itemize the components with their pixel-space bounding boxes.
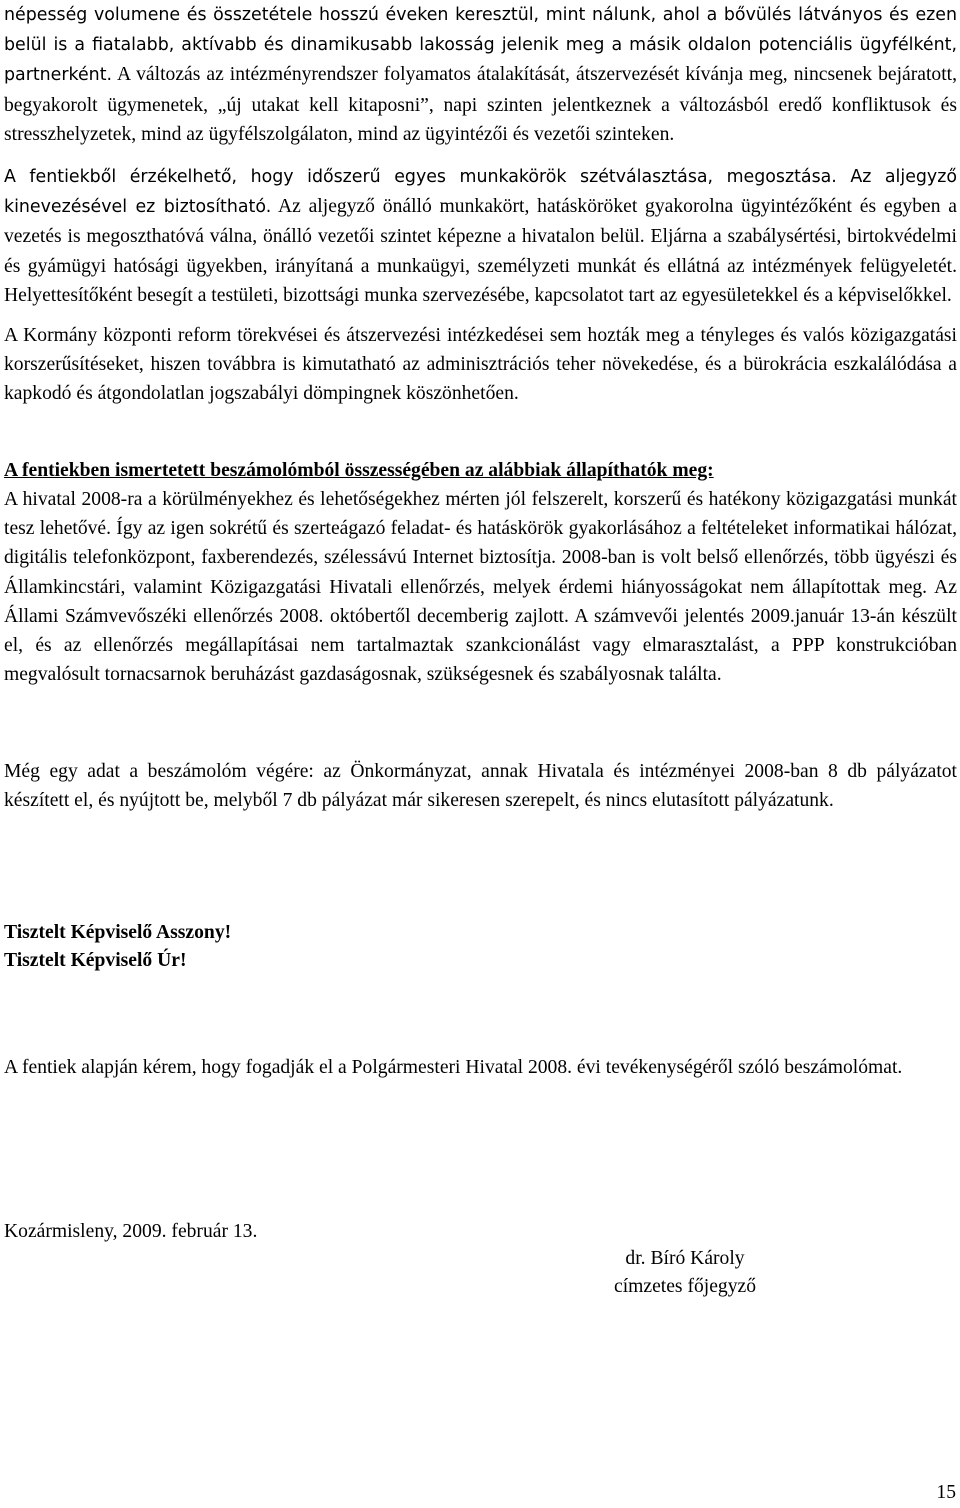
paragraph-sans-segment: népesség volumene és összetétele hosszú éveken keresztül, mint nálunk, ahol a bővülés látványos és ezen belül is a fiatalabb, aktívabb és dinamikusabb lakosság jelenik meg a másik oldalon potenciális ügyfélként, partnerként. [4, 5, 957, 86]
paragraph-sans-segment: A fentiekből érzékelhető, hogy időszerű egyes munkakörök szétválasztása, megosztása. Az aljegyző kinevezésével ez biztosítható. [4, 167, 957, 218]
paragraph-government-reform: A Kormány központi reform törekvései és átszervezési intézkedései sem hozták meg a tényleges és valós közigazgatási korszerűsítéseket, hiszen továbbra is kimutatható az adminisztrációs teher növekedése, és a bürokrácia eszkalálódása a kapkodó és átgondolatlan jogszabályi dömpingnek köszönhetően. [4, 325, 957, 405]
signature-name: dr. Bíró Károly [625, 1248, 745, 1269]
salutation-sir: Tisztelt Képviselő Úr! [4, 950, 187, 971]
paragraph-serif-segment: Az aljegyző önálló munkakört, hatásköröket gyakorolna ügyintézőként és egyben a vezetés is megoszthatóvá válna, önálló vezetői szintet képezne a hivatalon belül. Eljárna a szabálysértési, birtokvédelmi és gyámügyi hatósági ügyekben, irányítaná a munkaügyi, személyzeti munkát és ellátná az intézmények felügyeletét. Helyettesítőként besegít a testületi, bizottsági munka szervezésébe, kapcsolatot tart az egyesületekkel és a képviselőkkel. [4, 196, 957, 306]
paragraph-serif-segment: A változás az intézményrendszer folyamatos átalakítását, átszervezését kívánja meg, nincsenek bejáratott, begyakorolt ügymenetek, „új utakat kell kitaposni”, napi szinten jelentkeznek a változásból eredő konfliktusok és stresszhelyzetek, mind az ügyfélszolgálaton, mind az ügyintézői és vezetői szinteken. [4, 64, 957, 145]
place-and-date: Kozármisleny, 2009. február 13. [4, 1221, 258, 1242]
paragraph-request: A fentiek alapján kérem, hogy fogadják el a Polgármesteri Hivatal 2008. évi tevékenységéről szóló beszámolómat. [4, 1057, 903, 1078]
paragraph-tenders: Még egy adat a beszámolóm végére: az Önkormányzat, annak Hivatala és intézményei 2008-ban 8 db pályázatot készített el, és nyújtott be, melyből 7 db pályázat már sikeresen szerepelt, és nincs elutasított pályázatunk. [4, 761, 957, 812]
paragraph-population-change [4, 0, 957, 149]
paragraph-deputy-clerk [4, 162, 957, 310]
page-number: 15 [936, 1482, 956, 1503]
signature-title: címzetes főjegyző [614, 1276, 756, 1297]
salutation-madam: Tisztelt Képviselő Asszony! [4, 922, 232, 943]
summary-heading: A fentiekben ismertetett beszámolómból összességében az alábbiak állapíthatók meg: [4, 460, 714, 481]
paragraph-office-summary: A hivatal 2008-ra a körülményekhez és lehetőségekhez mérten jól felszerelt, korszerű és hatékony közigazgatási munkát tesz lehetővé. Így az igen sokrétű és szerteágazó feladat- és hatáskörök gyakorlásához a feltételeket informatikai hálózat, digitális telefonközpont, faxberendezés, szélessávú Internet biztosítja. 2008-ban is volt belső ellenőrzés, több ügyészi és Államkincstári, valamint Közigazgatási Hivatali ellenőrzés, melyek érdemi hiányosságokat nem állapítottak meg. Az Állami Számvevőszéki ellenőrzés 2008. októbertől decemberig zajlott. A számvevői jelentés 2009.január 13-án készült el, és az ellenőrzés megállapításai nem tartalmaztak szankcionálást vagy elmarasztalást, a PPP konstrukcióban megvalósult tornacsarnok beruházást gazdaságosnak, szükségesnek és szabályosnak találta. [4, 489, 957, 686]
